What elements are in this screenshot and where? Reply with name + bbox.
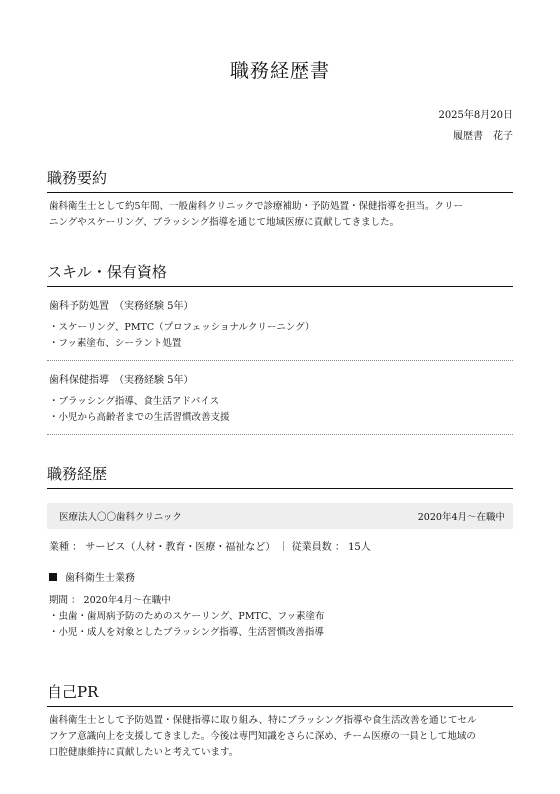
company-period: 2020年4月～在職中 — [417, 512, 505, 523]
dotted-divider — [47, 434, 513, 435]
pr-section — [47, 681, 513, 761]
task-period: 期間 ： 2020年4月～在職中 — [49, 595, 171, 606]
skill-group-title: 歯科保健指導 （実務経験 5年） — [49, 375, 194, 386]
pr-heading: 自己PR — [47, 681, 513, 707]
summary-line: ニングやスケーリング、ブラッシング指導を通じて地域医療に貢献してきました。 — [49, 217, 400, 228]
pr-line: 口腔健康維持に貢献したいと考えています。 — [49, 747, 239, 758]
skill-item: ・ブラッシング指導、食生活アドバイス — [49, 396, 220, 407]
pr-text — [49, 713, 513, 761]
applicant-name: 履歴書 花子 — [453, 131, 513, 142]
company-info: 業種 ： サービス（人材・教育・医療・福祉など） ｜ 従業員数 ： 15人 — [49, 542, 371, 553]
skill-item: ・小児から高齢者までの生活習慣改善支援 — [49, 412, 230, 423]
pr-line: 歯科衛生士として予防処置・保健指導に取り組み、特にブラッシング指導や食生活改善を通じてセル — [49, 715, 477, 726]
career-section — [47, 463, 513, 641]
skills-heading: スキル・保有資格 — [47, 261, 513, 287]
task-item: ・虫歯・歯周病予防のためのスケーリング、PMTC、フッ素塗布 — [49, 611, 325, 622]
company-bar — [47, 503, 513, 529]
skill-list — [49, 320, 513, 352]
skill-group — [47, 371, 513, 435]
summary-line: 歯科衛生士として約5年間、一般歯科クリニックで診療補助・予防処置・保健指導を担当。クリー — [49, 201, 463, 212]
summary-heading: 職務要約 — [47, 167, 513, 193]
skills-section — [47, 261, 513, 435]
company-name: 医療法人〇〇歯科クリニック — [59, 512, 182, 523]
pr-line: フケア意識向上を支援してきました。今後は専門知識をさらに深め、チーム医療の一員として地域の — [49, 731, 476, 742]
dotted-divider — [47, 360, 513, 361]
skill-item: ・フッ素塗布、シーラント処置 — [49, 338, 182, 349]
task-item: ・小児・成人を対象としたブラッシング指導、生活習慣改善指導 — [49, 627, 324, 638]
skill-item: ・スケーリング、PMTC（プロフェッショナルクリーニング） — [49, 322, 315, 333]
task-title: 歯科衛生士業務 — [65, 573, 135, 584]
career-heading: 職務経歴 — [47, 463, 513, 489]
skill-list — [49, 394, 513, 426]
header-meta — [47, 105, 513, 147]
summary-text — [49, 199, 513, 231]
square-bullet-icon — [49, 573, 57, 581]
task-heading — [49, 569, 513, 584]
document-date: 2025年8月20日 — [438, 110, 513, 121]
skill-group — [47, 297, 513, 361]
summary-section — [47, 167, 513, 231]
task-list — [49, 609, 513, 641]
page-title: 職務経歴書 — [229, 60, 330, 82]
skill-group-title: 歯科予防処置 （実務経験 5年） — [49, 301, 194, 312]
